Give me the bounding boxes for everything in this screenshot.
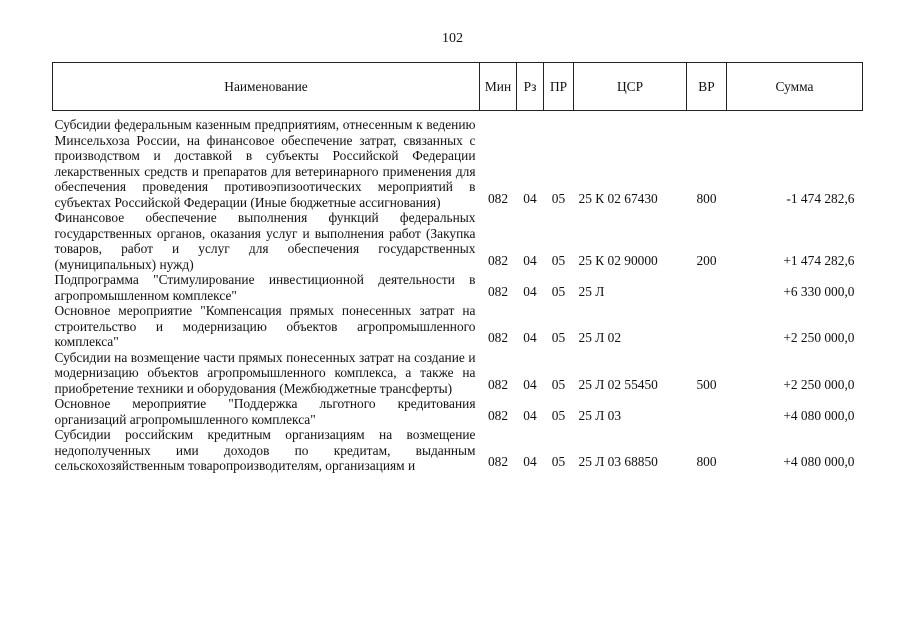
column-header-sum: Сумма <box>727 63 863 111</box>
table-header-row <box>53 63 863 111</box>
table-row <box>53 303 863 350</box>
row-csr: 25 К 02 90000 <box>578 252 658 268</box>
row-rz: 04 <box>523 454 537 469</box>
column-header-pr: ПР <box>544 63 574 111</box>
row-csr: 25 Л 02 55450 <box>578 376 658 392</box>
column-header-name: Наименование <box>53 63 480 111</box>
page-number: 102 <box>442 31 463 46</box>
row-min: 082 <box>487 252 509 268</box>
row-min: 082 <box>487 283 509 299</box>
column-header-vr: ВР <box>687 63 727 111</box>
row-rz: 04 <box>523 283 537 299</box>
row-pr: 05 <box>551 283 566 299</box>
row-min: 082 <box>487 376 509 392</box>
row-csr: 25 К 02 67430 <box>578 190 658 206</box>
row-sum: +2 250 000,0 <box>783 376 855 392</box>
row-csr: 25 Л 03 68850 <box>578 454 658 469</box>
row-min: 082 <box>487 190 509 206</box>
row-csr: 25 Л <box>578 283 605 299</box>
table-row <box>53 111 863 211</box>
row-rz: 04 <box>523 376 537 392</box>
row-vr: 800 <box>696 454 717 469</box>
row-rz: 04 <box>523 407 537 423</box>
row-sum: +4 080 000,0 <box>783 407 855 423</box>
row-csr: 25 Л 03 <box>578 407 622 423</box>
row-pr: 05 <box>551 252 566 268</box>
table-row <box>53 396 863 427</box>
row-vr <box>687 272 727 303</box>
column-header-rz: Рз <box>517 63 544 111</box>
row-sum: -1 474 282,6 <box>786 190 855 206</box>
row-vr: 500 <box>696 376 717 392</box>
row-sum: +4 080 000,0 <box>783 454 855 469</box>
row-vr <box>687 396 727 427</box>
row-sum: +6 330 000,0 <box>783 283 855 299</box>
row-min: 082 <box>487 454 509 469</box>
row-name: Основное мероприятие "Поддержка льготного кредитования организаций агропромышленного комплекса" <box>54 396 476 427</box>
table-row <box>53 427 863 474</box>
column-header-csr: ЦСР <box>574 63 687 111</box>
row-name: Подпрограмма "Стимулирование инвестиционной деятельности в агропромышленном комплексе" <box>54 272 476 303</box>
row-pr: 05 <box>551 376 566 392</box>
row-rz: 04 <box>523 330 537 345</box>
row-min: 082 <box>487 407 509 423</box>
row-sum: +1 474 282,6 <box>783 252 855 268</box>
row-sum: +2 250 000,0 <box>783 330 855 345</box>
row-vr <box>687 303 727 350</box>
row-min: 082 <box>487 330 509 345</box>
row-csr: 25 Л 02 <box>578 330 622 345</box>
table-row <box>53 272 863 303</box>
row-name: Субсидии федеральным казенным предприятиям, отнесенным к ведению Минсельхоза России, на финансовое обеспечение затрат, связанных с производством и доставкой в субъекты Российской Федерации лекарственных средств и препаратов для ветеринарного применения для обеспечения проведения противоэпизоотических мероприятий в субъектах Российской Федерации (Иные бюджетные ассигнования) <box>54 117 476 210</box>
row-pr: 05 <box>551 454 566 469</box>
row-rz: 04 <box>523 190 537 206</box>
row-name: Основное мероприятие "Компенсация прямых понесенных затрат на строительство и модернизацию объектов агропромышленного комплекса" <box>54 303 476 349</box>
row-rz: 04 <box>523 252 537 268</box>
table-row <box>53 350 863 397</box>
row-name: Субсидии на возмещение части прямых понесенных затрат на создание и модернизацию объектов агропромышленного комплекса, а также на приобретение техники и оборудования (Межбюджетные трансферты) <box>54 349 476 396</box>
row-pr: 05 <box>551 407 566 423</box>
row-name: Субсидии российским кредитным организациям на возмещение недополученных ими доходов по кредитам, выданным сельскохозяйственным товаропроизводителям, организациям и <box>54 427 476 473</box>
row-pr: 05 <box>551 190 566 206</box>
row-vr: 800 <box>696 190 717 206</box>
row-pr: 05 <box>551 330 566 345</box>
column-header-min: Мин <box>480 63 517 111</box>
budget-table <box>52 62 863 474</box>
table-row <box>53 210 863 272</box>
row-name: Финансовое обеспечение выполнения функций федеральных государственных органов, оказания услуг и выполнения работ (Закупка товаров, работ и услуг для обеспечения государственных (муниципальных) нужд) <box>54 210 476 272</box>
row-vr: 200 <box>696 252 717 268</box>
